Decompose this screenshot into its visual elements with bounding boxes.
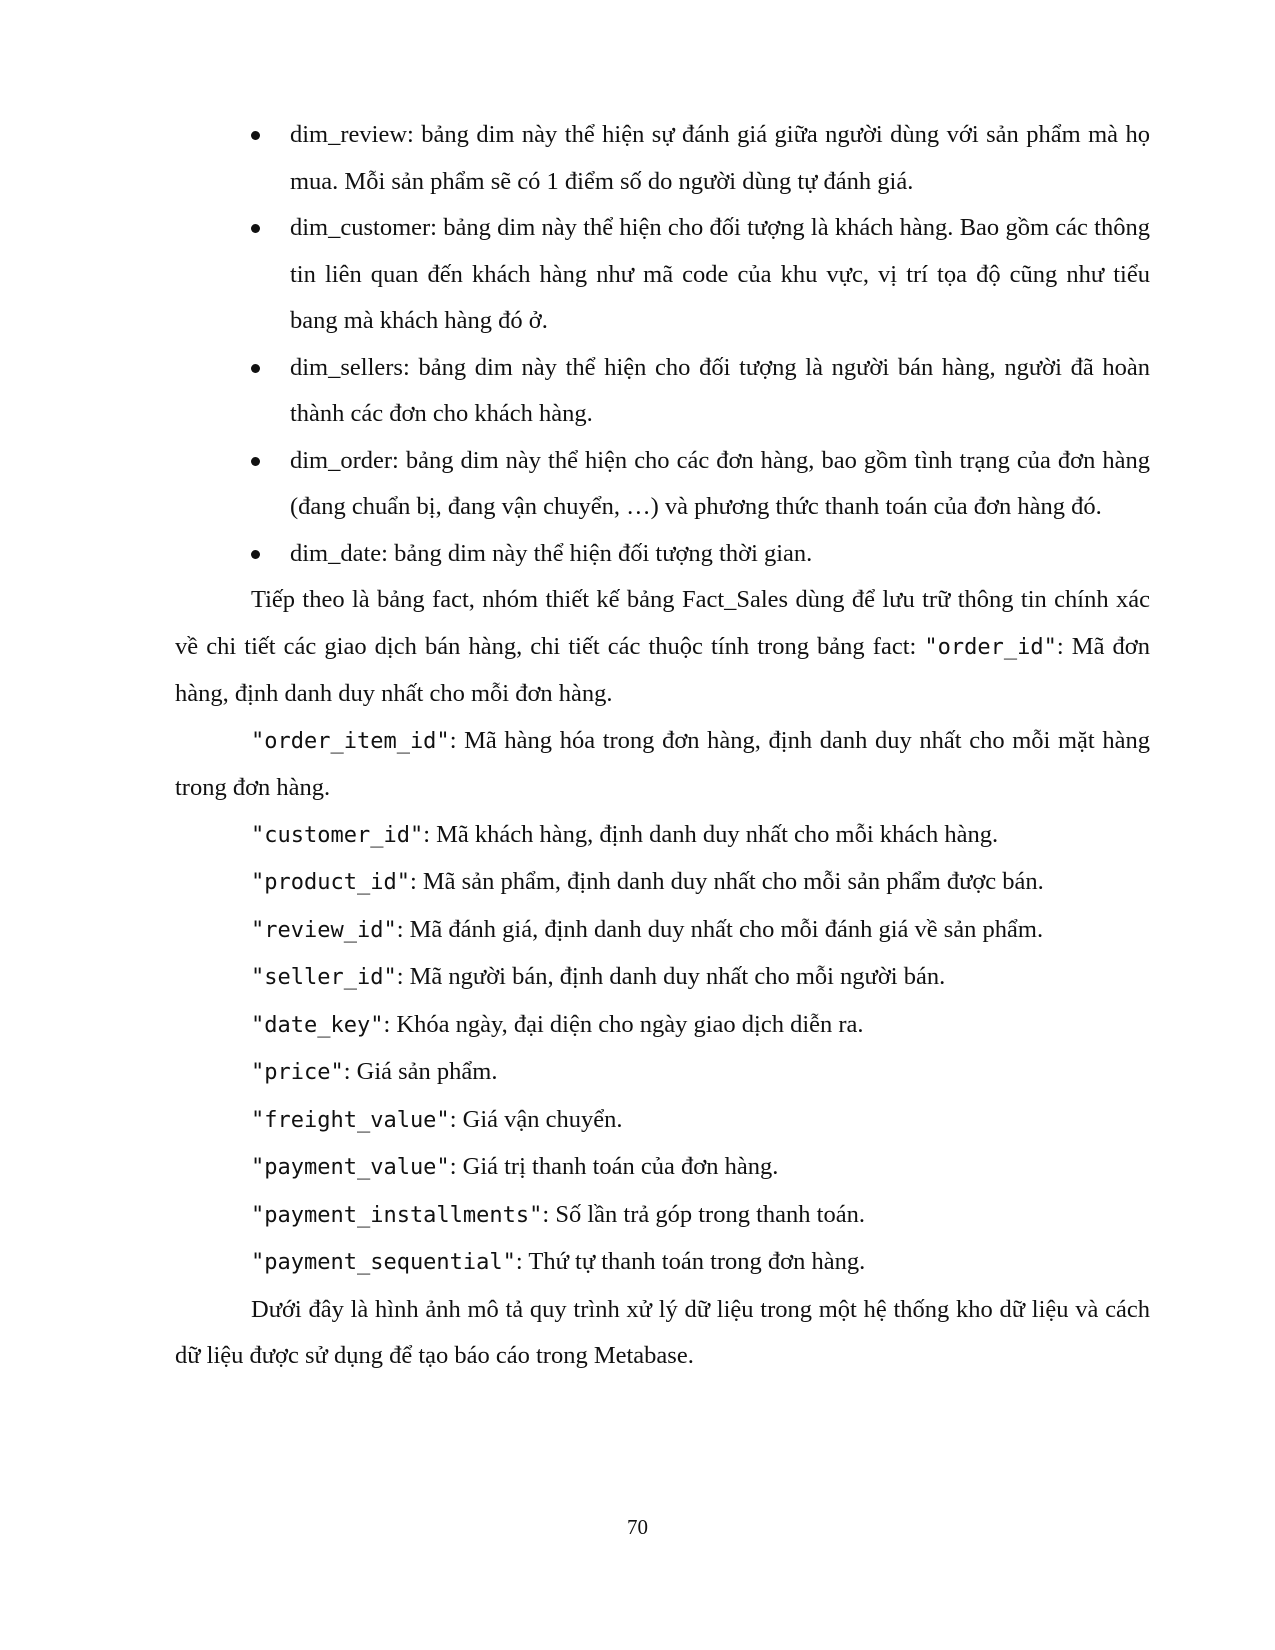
fact-field-name: "order_item_id" <box>251 728 450 754</box>
fact-field-description: : Mã đánh giá, định danh duy nhất cho mỗi đánh giá về sản phẩm. <box>396 915 1044 943</box>
fact-field-name: "freight_value" <box>251 1107 450 1133</box>
fact-field-name: "payment_sequential" <box>251 1250 516 1275</box>
fact-field-description: : Thứ tự thanh toán trong đơn hàng. <box>515 1248 866 1275</box>
bullet-icon <box>251 224 260 233</box>
fact-field-paragraph <box>175 1239 1150 1287</box>
page-number: 70 <box>627 1515 648 1539</box>
dim-name: dim_date: <box>290 539 388 567</box>
dim-description: bảng dim này thể hiện cho đối tượng là người bán hàng, người đã hoàn thành các đơn cho khách hàng. <box>290 353 1150 427</box>
fact-field-name: "review_id" <box>251 917 397 943</box>
dim-description: bảng dim này thể hiện cho đối tượng là khách hàng. Bao gồm các thông tin liên quan đến khách hàng như mã code của khu vực, vị trí tọa độ cũng như tiểu bang mà khách hàng đó ở. <box>290 214 1150 334</box>
fact-field-description: : Mã người bán, định danh duy nhất cho mỗi người bán. <box>396 963 946 990</box>
fact-field-name: "payment_value" <box>251 1155 450 1180</box>
fact-field-paragraph <box>175 812 1150 860</box>
dim-name: dim_customer: <box>290 214 437 241</box>
page-content <box>175 112 1150 1380</box>
fact-field-paragraph <box>175 1002 1150 1050</box>
fact-field-name: "date_key" <box>251 1012 384 1038</box>
fact-field-paragraph <box>175 718 1150 812</box>
fact-field-description: : Giá trị thanh toán của đơn hàng. <box>449 1153 779 1180</box>
fact-intro-text: Tiếp theo là bảng fact, nhóm thiết kế bảng Fact_Sales dùng để lưu trữ thông tin chính xác về chi tiết các giao dịch bán hàng, chi tiết các thuộc tính trong bảng fact: <box>175 586 1150 660</box>
dim-name: dim_sellers: <box>290 353 410 381</box>
fact-field-name: "seller_id" <box>251 965 397 990</box>
fact-field-name: "price" <box>251 1060 344 1085</box>
fact-field-description: : Giá sản phẩm. <box>343 1058 498 1085</box>
dim-description: bảng dim này thể hiện đối tượng thời gian. <box>387 539 813 567</box>
dim-description: bảng dim này thể hiện cho các đơn hàng, bao gồm tình trạng của đơn hàng (đang chuẩn bị, đang vận chuyển, …) và phương thức thanh toán của đơn hàng đó. <box>290 446 1150 520</box>
fact-field-paragraph <box>175 1192 1150 1240</box>
list-item-dim-sellers <box>175 345 1150 438</box>
fact-field-name: "customer_id" <box>251 822 424 848</box>
bullet-icon <box>251 550 260 559</box>
fact-field-paragraph <box>175 954 1150 1002</box>
fact-field-description: : Mã khách hàng, định danh duy nhất cho mỗi khách hàng. <box>423 820 999 848</box>
bullet-icon <box>251 131 260 140</box>
dim-name: dim_review: <box>290 121 414 148</box>
list-item-dim-order <box>175 438 1150 531</box>
list-item-dim-review <box>175 112 1150 205</box>
fact-field-description: : Mã đơn hàng, định danh duy nhất cho mỗi đơn hàng. <box>175 632 1151 707</box>
fact-field-description: : Giá vận chuyển. <box>449 1105 623 1133</box>
fact-field-paragraph <box>175 1097 1150 1145</box>
fact-field-description: : Số lần trả góp trong thanh toán. <box>542 1200 865 1228</box>
fact-field-description: : Mã sản phẩm, định danh duy nhất cho mỗi sản phẩm được bán. <box>409 868 1044 895</box>
list-item-dim-customer <box>175 205 1150 345</box>
fact-field-paragraph <box>175 1049 1150 1097</box>
dim-name: dim_order: <box>290 446 399 474</box>
fact-field-name: "payment_installments" <box>251 1202 543 1228</box>
fact-field-description: : Mã hàng hóa trong đơn hàng, định danh duy nhất cho mỗi mặt hàng trong đơn hàng. <box>175 726 1150 801</box>
list-item-dim-date <box>175 531 1150 578</box>
fact-field-paragraph <box>175 859 1150 907</box>
fact-field-description: : Khóa ngày, đại diện cho ngày giao dịch diễn ra. <box>383 1010 864 1038</box>
fact-field-paragraph <box>175 1144 1150 1192</box>
bullet-icon <box>251 457 260 466</box>
dim-description: bảng dim này thể hiện sự đánh giá giữa người dùng với sản phẩm mà họ mua. Mỗi sản phẩm sẽ có 1 điểm số do người dùng tự đánh giá. <box>290 121 1150 195</box>
bullet-icon <box>251 364 260 373</box>
fact-field-name: "order_id" <box>924 634 1057 660</box>
fact-intro-paragraph <box>175 577 1150 718</box>
fact-field-name: "product_id" <box>251 870 410 895</box>
closing-paragraph: Dưới đây là hình ảnh mô tả quy trình xử lý dữ liệu trong một hệ thống kho dữ liệu và cách dữ liệu được sử dụng để tạo báo cáo trong Metabase. <box>175 1295 1150 1369</box>
dimension-table-list <box>175 112 1150 577</box>
fact-field-paragraph <box>175 907 1150 955</box>
